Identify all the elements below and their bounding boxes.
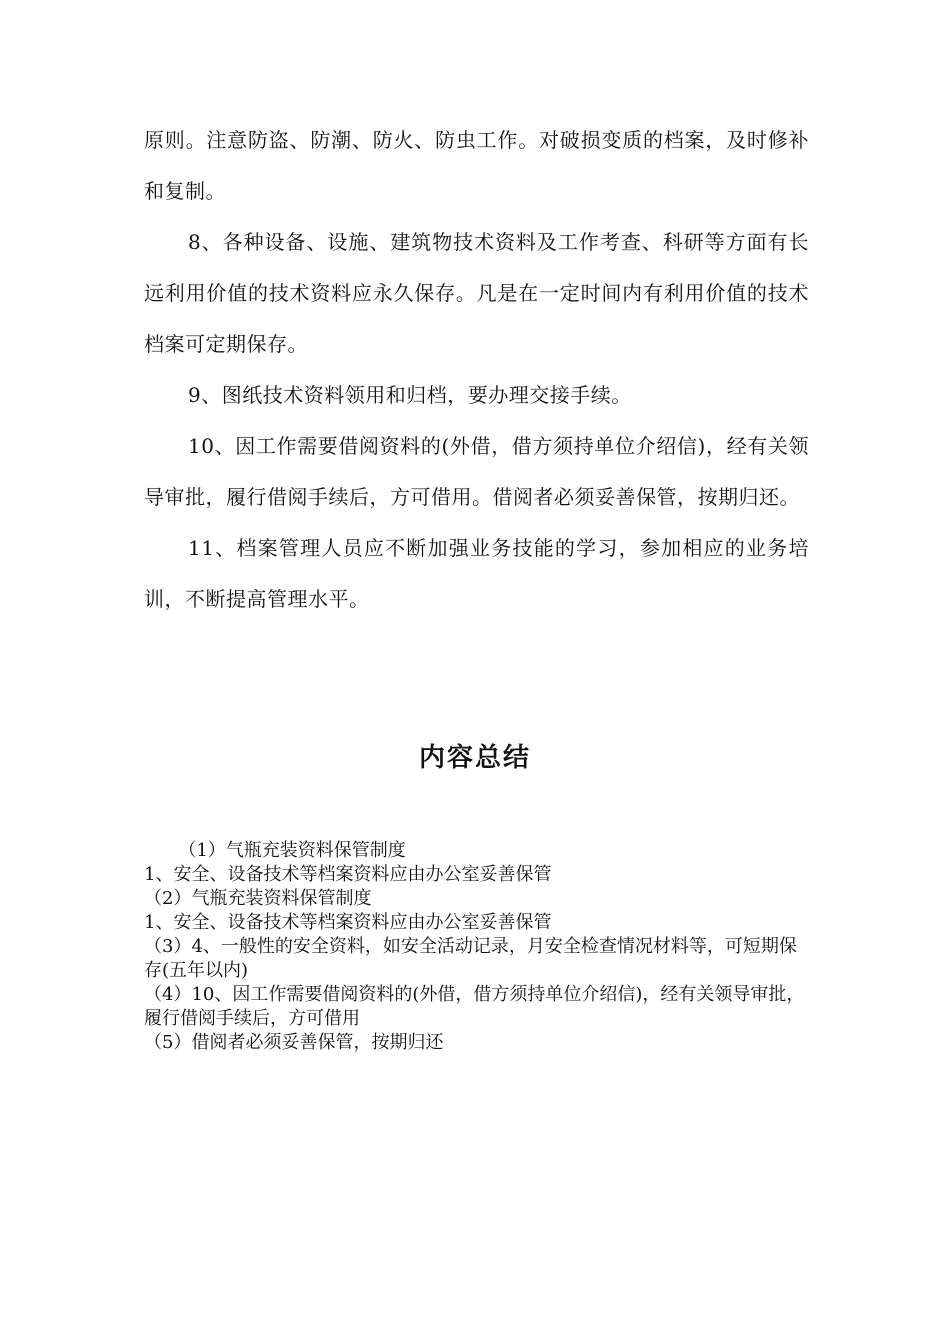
summary-line: （5）借阅者必须妥善保管，按期归还 (144, 1032, 444, 1053)
paragraph-item-8: 8、各种设备、设施、建筑物技术资料及工作考查、科研等方面有长远利用价值的技术资料应永久保存。凡是在一定时间内有利用价值的技术档案可定期保存。 (144, 230, 809, 356)
summary-line: （4）10、因工作需要借阅资料的(外借，借方须持单位介绍信)，经有关领导审批，履行借阅手续后，方可借用 (144, 984, 805, 1029)
summary-line: （2）气瓶充装资料保管制度 (144, 888, 372, 909)
body-text (144, 115, 809, 625)
paragraph-item-10: 10、因工作需要借阅资料的(外借，借方须持单位介绍信)，经有关领导审批，履行借阅手续后，方可借用。借阅者必须妥善保管，按期归还。 (144, 434, 809, 509)
paragraph-item-9: 9、图纸技术资料领用和归档，要办理交接手续。 (188, 383, 632, 407)
paragraph-continuation: 原则。注意防盗、防潮、防火、防虫工作。对破损变质的档案，及时修补和复制。 (144, 128, 809, 203)
summary-line: 1、安全、设备技术等档案资料应由办公室妥善保管 (144, 912, 552, 933)
summary-line: （1）气瓶充装资料保管制度 (144, 840, 406, 861)
summary-title: 内容总结 (418, 743, 531, 773)
summary-block (144, 839, 809, 1055)
summary-line: （3）4、一般性的安全资料，如安全活动记录，月安全检查情况材料等，可短期保存(五年以内) (144, 936, 797, 981)
paragraph-item-11: 11、档案管理人员应不断加强业务技能的学习，参加相应的业务培训，不断提高管理水平。 (144, 536, 809, 611)
summary-line: 1、安全、设备技术等档案资料应由办公室妥善保管 (144, 864, 552, 885)
